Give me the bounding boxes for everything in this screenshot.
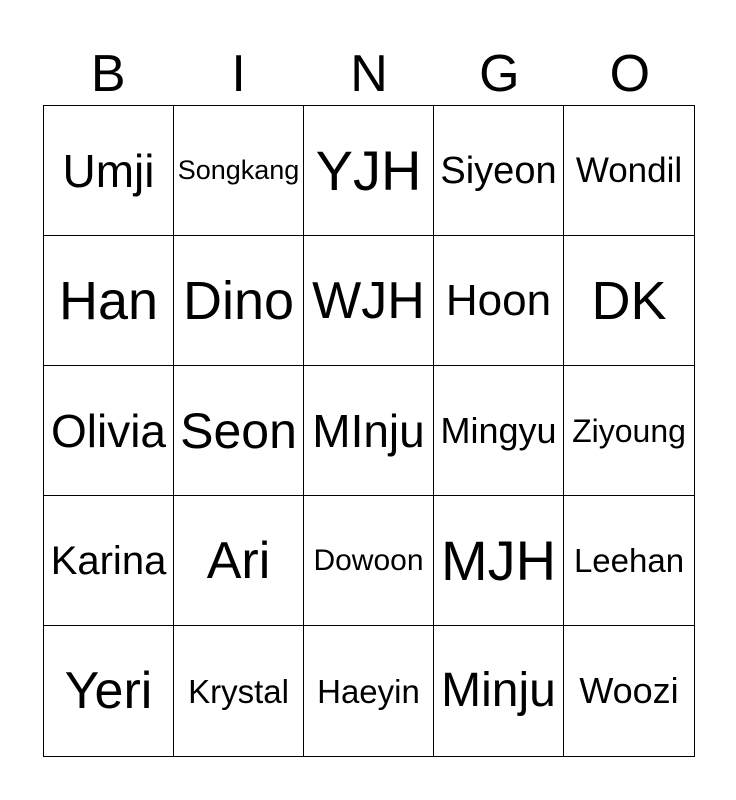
bingo-cell[interactable]: Yeri xyxy=(44,626,174,756)
bingo-title-letter-n: N xyxy=(350,45,388,103)
bingo-cell[interactable]: Umji xyxy=(44,106,174,236)
bingo-cell[interactable]: MJH xyxy=(434,496,564,626)
bingo-cell[interactable]: Ziyoung xyxy=(564,366,694,496)
bingo-cell[interactable]: Seon xyxy=(174,366,304,496)
bingo-cell[interactable]: Karina xyxy=(44,496,174,626)
bingo-cell[interactable]: Hoon xyxy=(434,236,564,366)
bingo-title xyxy=(43,45,695,103)
bingo-title-letter-b: B xyxy=(90,45,126,103)
bingo-cell[interactable]: Leehan xyxy=(564,496,694,626)
bingo-cell[interactable]: Han xyxy=(44,236,174,366)
bingo-title-letter-o: O xyxy=(609,45,651,103)
bingo-cell[interactable]: Siyeon xyxy=(434,106,564,236)
bingo-cell[interactable]: Dino xyxy=(174,236,304,366)
bingo-cell[interactable]: Wondil xyxy=(564,106,694,236)
bingo-cell[interactable]: YJH xyxy=(304,106,434,236)
bingo-title-letter-i: I xyxy=(231,45,246,103)
bingo-cell[interactable]: Woozi xyxy=(579,670,679,711)
bingo-cell[interactable]: Ari xyxy=(174,496,304,626)
bingo-title-letter-g: G xyxy=(479,45,520,103)
bingo-cell[interactable]: Minju xyxy=(434,626,564,756)
bingo-cell[interactable]: Songkang xyxy=(174,106,304,236)
bingo-cell[interactable]: Olivia xyxy=(44,366,174,496)
bingo-cell[interactable]: Krystal xyxy=(174,626,304,756)
bingo-cell[interactable]: Mingyu xyxy=(434,366,564,496)
bingo-cell[interactable]: DK xyxy=(564,236,694,366)
bingo-cell[interactable]: WJH xyxy=(304,236,434,366)
bingo-card-grid xyxy=(43,105,695,757)
bingo-cell[interactable]: Haeyin xyxy=(304,626,434,756)
bingo-cell[interactable]: MInju xyxy=(304,366,434,496)
bingo-cell[interactable]: Dowoon xyxy=(304,496,434,626)
